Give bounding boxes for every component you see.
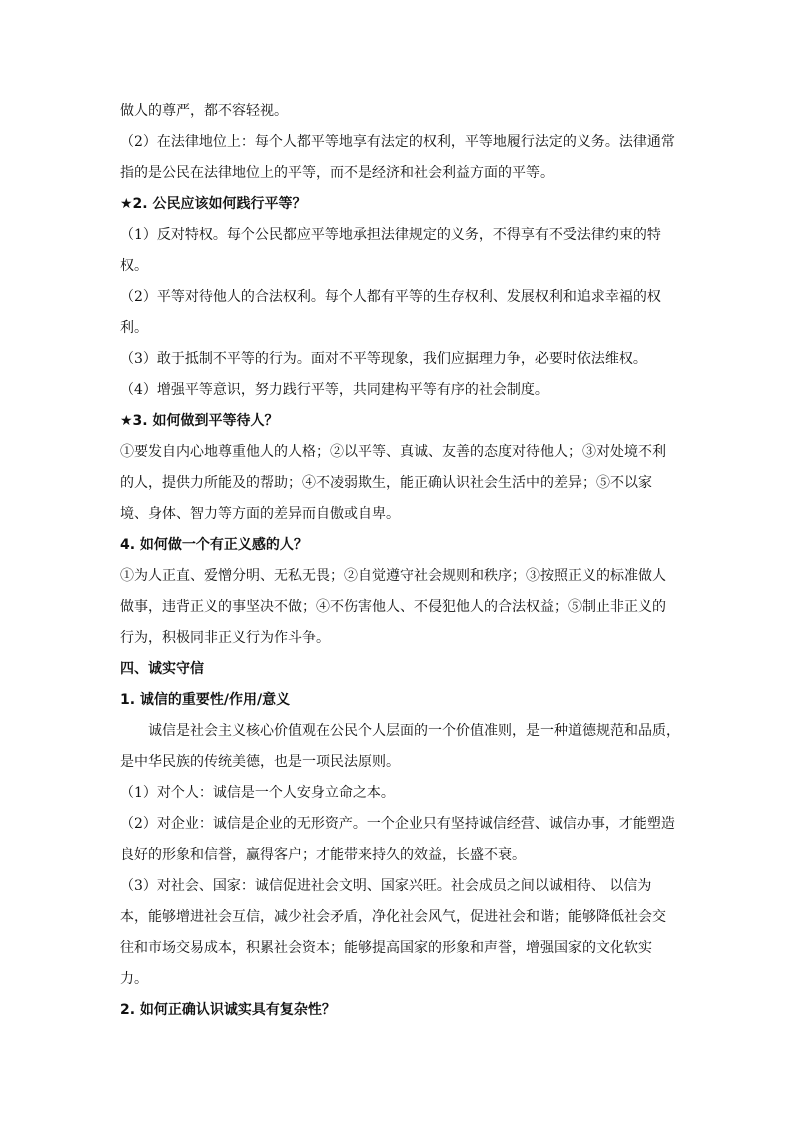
chapter-heading: 四、诚实守信 — [120, 661, 204, 677]
text-line: 指的是公民在法律地位上的平等，而不是经济和社会利益方面的平等。 — [120, 165, 554, 181]
text-line: 是中华民族的传统美德，也是一项民法原则。 — [120, 754, 400, 770]
section-heading: 4. 如何做一个有正义感的人？ — [120, 537, 308, 553]
section-heading: ★2. 公民应该如何践行平等？ — [120, 196, 307, 212]
document-body — [120, 96, 680, 1026]
text-line: （3）敢于抵制不平等的行为。面对不平等现象，我们应据理力争，必要时依法维权。 — [120, 351, 647, 367]
text-line: 良好的形象和信誉，赢得客户；才能带来持久的效益，长盛不衰。 — [120, 847, 526, 863]
text-line: 行为，积极同非正义行为作斗争。 — [120, 630, 330, 646]
text-line: ①为人正直、爱憎分明、无私无畏；②自觉遵守社会规则和秩序；③按照正义的标准做人 — [120, 568, 666, 584]
text-line: 做事，违背正义的事坚决不做；④不伤害他人、不侵犯他人的合法权益；⑤制止非正义的 — [120, 599, 666, 615]
text-line: 力。 — [120, 971, 148, 987]
section-heading: ★3. 如何做到平等待人？ — [120, 413, 279, 429]
text-line: （1）对个人：诚信是一个人安身立命之本。 — [120, 785, 395, 801]
text-line: 利。 — [120, 320, 148, 336]
text-line: （3）对社会、国家：诚信促进社会文明、国家兴旺。社会成员之间以诚相待、 以信为 — [120, 878, 652, 894]
text-line: 权。 — [120, 258, 148, 274]
text-line: 诚信是社会主义核心价值观在公民个人层面的一个价值准则，是一种道德规范和品质， — [148, 723, 680, 739]
section-heading: 2. 如何正确认识诚实具有复杂性？ — [120, 1002, 336, 1018]
text-line: （1）反对特权。每个公民都应平等地承担法律规定的义务，不得享有不受法律约束的特 — [120, 227, 661, 243]
text-line: 境、身体、智力等方面的差异而自傲或自卑。 — [120, 506, 400, 522]
text-line: （2）平等对待他人的合法权利。每个人都有平等的生存权利、发展权利和追求幸福的权 — [120, 289, 661, 305]
text-line: 往和市场交易成本，积累社会资本；能够提高国家的形象和声誉，增强国家的文化软实 — [120, 940, 652, 956]
text-line: （2）对企业：诚信是企业的无形资产。一个企业只有坚持诚信经营、诚信办事，才能塑造 — [120, 816, 675, 832]
text-line: 做人的尊严，都不容轻视。 — [120, 103, 288, 119]
section-heading: 1. 诚信的重要性/作用/意义 — [120, 692, 291, 708]
text-line: （2）在法律地位上：每个人都平等地享有法定的权利，平等地履行法定的义务。法律通常 — [120, 134, 675, 150]
text-line: 的人，提供力所能及的帮助；④不凌弱欺生，能正确认识社会生活中的差异；⑤不以家 — [120, 475, 652, 491]
text-line: 本，能够增进社会互信，减少社会矛盾，净化社会风气，促进社会和谐；能够降低社会交 — [120, 909, 666, 925]
text-line: （4）增强平等意识，努力践行平等，共同建构平等有序的社会制度。 — [120, 382, 549, 398]
text-line: ①要发自内心地尊重他人的人格；②以平等、真诚、友善的态度对待他人；③对处境不利 — [120, 444, 666, 460]
